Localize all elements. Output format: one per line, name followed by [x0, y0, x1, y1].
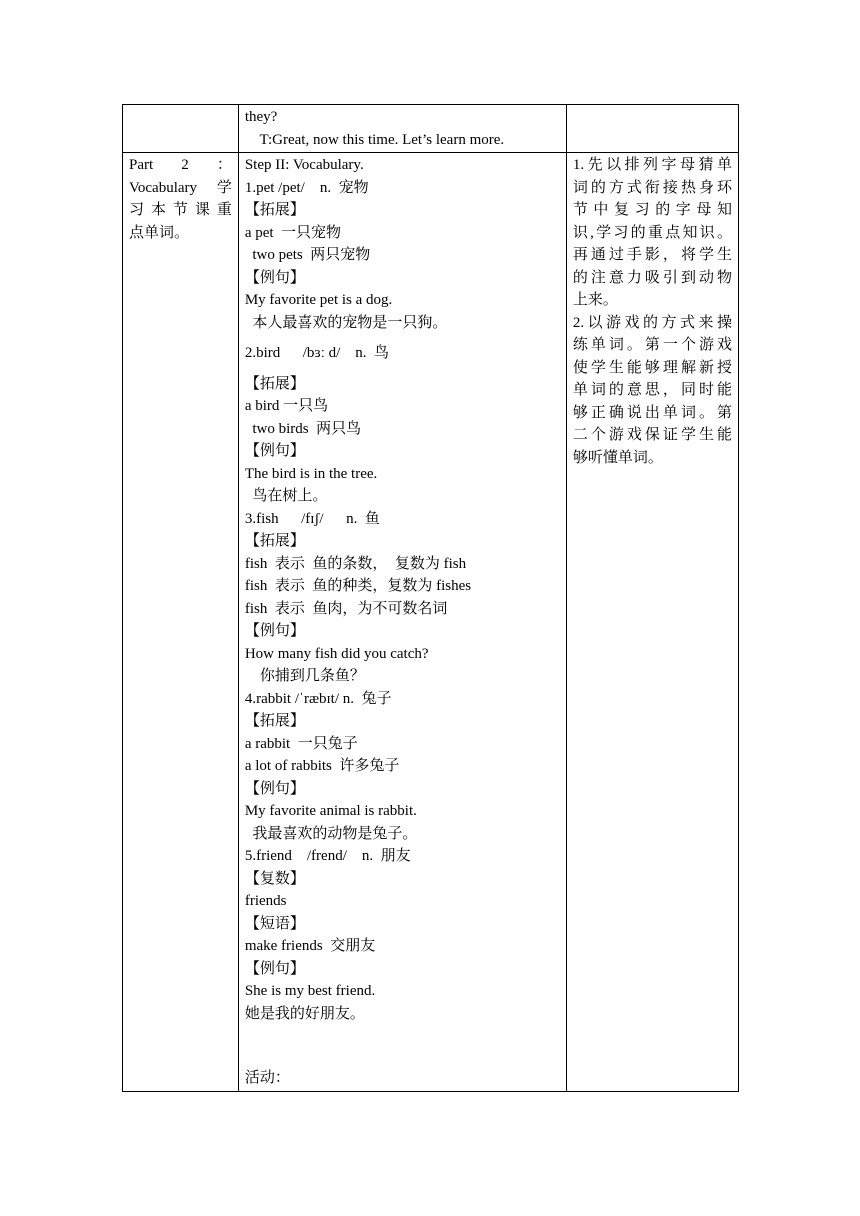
vocab-line: a pet 一只宠物: [244, 224, 342, 241]
note-line: 识,学习的重点知识。: [572, 224, 732, 241]
note-line: 上来。: [572, 292, 618, 308]
vocab-line: 【例句】: [244, 623, 305, 639]
vocabulary-content-cell: [238, 153, 566, 1092]
vocab-line: fish 表示 鱼肉，为不可数名词: [244, 600, 448, 617]
vocab-line: 【复数】: [244, 870, 305, 887]
vocab-line: 【例句】: [244, 443, 305, 459]
vocab-line: 【例句】: [244, 269, 305, 286]
vocab-line: fish 表示 鱼的条数， 复数为 fish: [244, 555, 467, 572]
text-line: T:Great, now this time. Let’s learn more.: [244, 131, 505, 148]
notes-cell: [566, 153, 738, 1092]
note-line: 使学生能够理解新授: [572, 359, 732, 376]
vocab-line: 4.rabbit /ˈræbɪt/ n. 兔子: [244, 690, 392, 707]
vocab-line: 【拓展】: [244, 375, 305, 392]
text-line: they?: [244, 109, 278, 125]
part-label-line: 习 本 节 课 重: [129, 202, 232, 218]
vocab-line: 她是我的好朋友。: [244, 1005, 365, 1022]
activity-label: 活动：: [244, 1070, 290, 1086]
note-line: 够听懂单词。: [572, 449, 663, 466]
row1-col3-cell: [566, 105, 738, 153]
vocab-line: 我最喜欢的动物是兔子。: [244, 825, 418, 842]
notes-lines: [573, 154, 732, 469]
note-line: 二个游戏保证学生能: [572, 427, 732, 443]
vocab-line: 1.pet /pet/ n. 宠物: [244, 179, 369, 196]
vocab-line: 3.fish /fɪʃ/ n. 鱼: [244, 510, 380, 527]
vocab-line: 【短语】: [244, 915, 305, 932]
vocab-line: two pets 两只宠物: [244, 247, 371, 263]
row1-col2-cell: [238, 105, 566, 153]
vocab-line: How many fish did you catch?: [244, 645, 429, 662]
vocab-line: My favorite animal is rabbit.: [244, 803, 417, 819]
vocab-line: 【拓展】: [244, 713, 305, 729]
vocab-line: 2.bird /bɜː d/ n. 鸟: [244, 345, 390, 361]
vocab-line: 你捕到几条鱼？: [244, 668, 365, 684]
vocab-line: 本人最喜欢的宠物是一只狗。: [244, 314, 448, 331]
vocab-line: a bird 一只鸟: [244, 398, 329, 414]
vocab-line: friends: [244, 893, 287, 909]
part-label-line: 点单词。: [129, 224, 190, 241]
vocab-line: two birds 两只鸟: [244, 420, 362, 437]
vocab-line: 鸟在树上。: [244, 488, 328, 504]
note-line: 单词的意思，同时能: [572, 382, 732, 398]
vocab-line: fish 表示 鱼的种类，复数为 fishes: [244, 578, 472, 594]
note-line: 够正确说出单词。第: [572, 404, 732, 421]
vocab-line: a lot of rabbits 许多兔子: [244, 758, 400, 774]
part-label-line: Part 2 ：: [129, 157, 232, 173]
vocab-line: 【拓展】: [244, 533, 305, 549]
part-label-cell: [123, 153, 239, 1092]
vocab-line: 5.friend /frend/ n. 朋友: [244, 848, 411, 864]
vocab-line: My favorite pet is a dog.: [244, 292, 393, 308]
note-line: 1.先以排列字母猜单: [572, 157, 732, 173]
part-label-line: Vocabulary 学: [129, 179, 232, 196]
note-line: 词的方式衔接热身环: [572, 179, 732, 196]
vocabulary-items: [245, 177, 560, 1026]
vocab-line: 【例句】: [244, 960, 305, 977]
row1-col1-cell: [123, 105, 239, 153]
lesson-plan-table: [122, 104, 739, 1092]
note-line: 节中复习的字母知: [572, 202, 732, 218]
vocab-line: The bird is in the tree.: [244, 465, 378, 482]
vocab-line: make friends 交朋友: [244, 938, 376, 954]
vocab-line: 【例句】: [244, 780, 305, 797]
vocab-line: a rabbit 一只兔子: [244, 735, 358, 752]
table-row: [123, 105, 739, 153]
table-row: [123, 153, 739, 1092]
step-heading: Step II: Vocabulary.: [244, 157, 364, 173]
note-line: 练单词。第一个游戏: [572, 337, 732, 353]
note-line: 2.以游戏的方式来操: [572, 314, 732, 331]
vocab-line: She is my best friend.: [244, 983, 376, 999]
note-line: 再通过手影，将学生: [572, 247, 732, 263]
vocab-line: 【拓展】: [244, 202, 305, 218]
note-line: 的注意力吸引到动物: [572, 269, 732, 286]
